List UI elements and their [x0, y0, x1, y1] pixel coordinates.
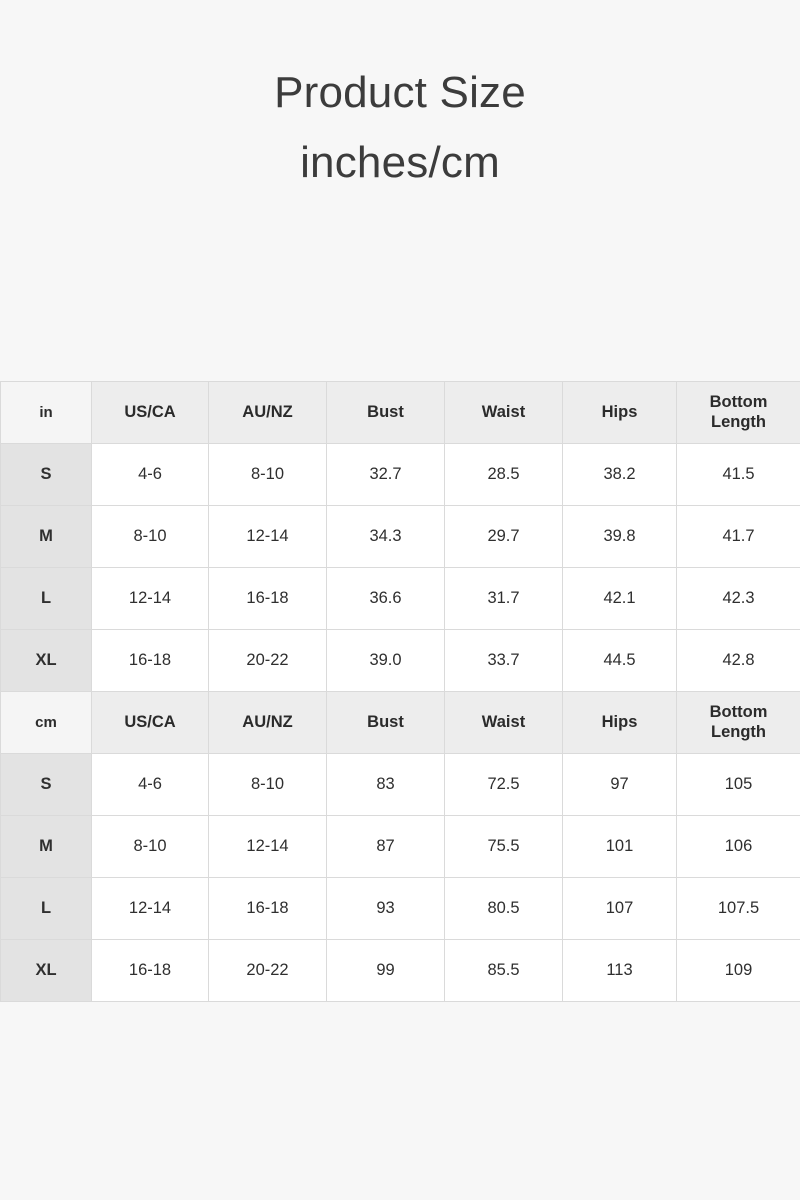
cell-us-ca: 16-18	[92, 630, 209, 692]
header-au-nz-inches: AU/NZ	[209, 382, 327, 444]
table-row	[1, 940, 800, 1002]
cell-au-nz: 8-10	[209, 444, 327, 506]
row-size-label: L	[1, 878, 92, 940]
header-waist-cm: Waist	[445, 692, 563, 754]
cell-hips: 39.8	[563, 506, 677, 568]
cell-us-ca: 4-6	[92, 754, 209, 816]
header-hips-cm: Hips	[563, 692, 677, 754]
cell-waist: 29.7	[445, 506, 563, 568]
row-size-label: XL	[1, 630, 92, 692]
cell-hips: 44.5	[563, 630, 677, 692]
table-header-row-cm	[1, 692, 800, 754]
header-au-nz-cm: AU/NZ	[209, 692, 327, 754]
table-row	[1, 506, 800, 568]
cell-bust: 36.6	[327, 568, 445, 630]
cell-waist: 33.7	[445, 630, 563, 692]
cell-hips: 101	[563, 816, 677, 878]
cell-bust: 99	[327, 940, 445, 1002]
header-bottom-length-line-2: Length	[711, 412, 766, 431]
cell-bottom-length: 106	[677, 816, 800, 878]
cell-hips: 107	[563, 878, 677, 940]
cell-waist: 75.5	[445, 816, 563, 878]
header-bust-inches: Bust	[327, 382, 445, 444]
cell-hips: 42.1	[563, 568, 677, 630]
size-table-container	[0, 381, 800, 1002]
header-hips-inches: Hips	[563, 382, 677, 444]
table-row	[1, 630, 800, 692]
cell-waist: 31.7	[445, 568, 563, 630]
cell-hips: 38.2	[563, 444, 677, 506]
cell-waist: 80.5	[445, 878, 563, 940]
row-size-label: S	[1, 754, 92, 816]
table-row	[1, 878, 800, 940]
cell-au-nz: 12-14	[209, 506, 327, 568]
header-bottom-length-line-2: Length	[711, 722, 766, 741]
page-title-line-2: inches/cm	[300, 138, 500, 187]
cell-au-nz: 16-18	[209, 568, 327, 630]
header-us-ca-inches: US/CA	[92, 382, 209, 444]
cell-bottom-length: 109	[677, 940, 800, 1002]
row-size-label: L	[1, 568, 92, 630]
cell-bust: 39.0	[327, 630, 445, 692]
header-bottom-length-cm	[677, 692, 800, 754]
table-row	[1, 754, 800, 816]
cell-bottom-length: 41.7	[677, 506, 800, 568]
cell-bottom-length: 41.5	[677, 444, 800, 506]
size-table	[0, 381, 800, 1002]
cell-bust: 32.7	[327, 444, 445, 506]
cell-au-nz: 20-22	[209, 940, 327, 1002]
row-size-label: XL	[1, 940, 92, 1002]
row-size-label: S	[1, 444, 92, 506]
table-header-row-inches	[1, 382, 800, 444]
cell-au-nz: 12-14	[209, 816, 327, 878]
cell-bottom-length: 107.5	[677, 878, 800, 940]
cell-us-ca: 8-10	[92, 506, 209, 568]
cell-waist: 85.5	[445, 940, 563, 1002]
cell-au-nz: 20-22	[209, 630, 327, 692]
cell-us-ca: 16-18	[92, 940, 209, 1002]
cell-us-ca: 4-6	[92, 444, 209, 506]
table-row	[1, 816, 800, 878]
header-us-ca-cm: US/CA	[92, 692, 209, 754]
cell-us-ca: 12-14	[92, 878, 209, 940]
cell-bust: 87	[327, 816, 445, 878]
cell-bust: 83	[327, 754, 445, 816]
cell-waist: 72.5	[445, 754, 563, 816]
cell-au-nz: 8-10	[209, 754, 327, 816]
table-row	[1, 444, 800, 506]
cell-bust: 93	[327, 878, 445, 940]
header-bottom-length-line-1: Bottom	[709, 393, 768, 412]
cell-bottom-length: 42.8	[677, 630, 800, 692]
cell-hips: 113	[563, 940, 677, 1002]
row-size-label: M	[1, 816, 92, 878]
cell-bottom-length: 105	[677, 754, 800, 816]
header-waist-inches: Waist	[445, 382, 563, 444]
header-unit-inches: in	[1, 382, 92, 444]
header-unit-cm: cm	[1, 692, 92, 754]
cell-us-ca: 12-14	[92, 568, 209, 630]
cell-bust: 34.3	[327, 506, 445, 568]
page-title-line-1: Product Size	[274, 68, 526, 117]
cell-waist: 28.5	[445, 444, 563, 506]
header-bust-cm: Bust	[327, 692, 445, 754]
cell-au-nz: 16-18	[209, 878, 327, 940]
header-bottom-length-inches	[677, 382, 800, 444]
cell-hips: 97	[563, 754, 677, 816]
table-row	[1, 568, 800, 630]
row-size-label: M	[1, 506, 92, 568]
page-title	[0, 58, 800, 198]
cell-us-ca: 8-10	[92, 816, 209, 878]
header-bottom-length-line-1: Bottom	[709, 703, 768, 722]
cell-bottom-length: 42.3	[677, 568, 800, 630]
